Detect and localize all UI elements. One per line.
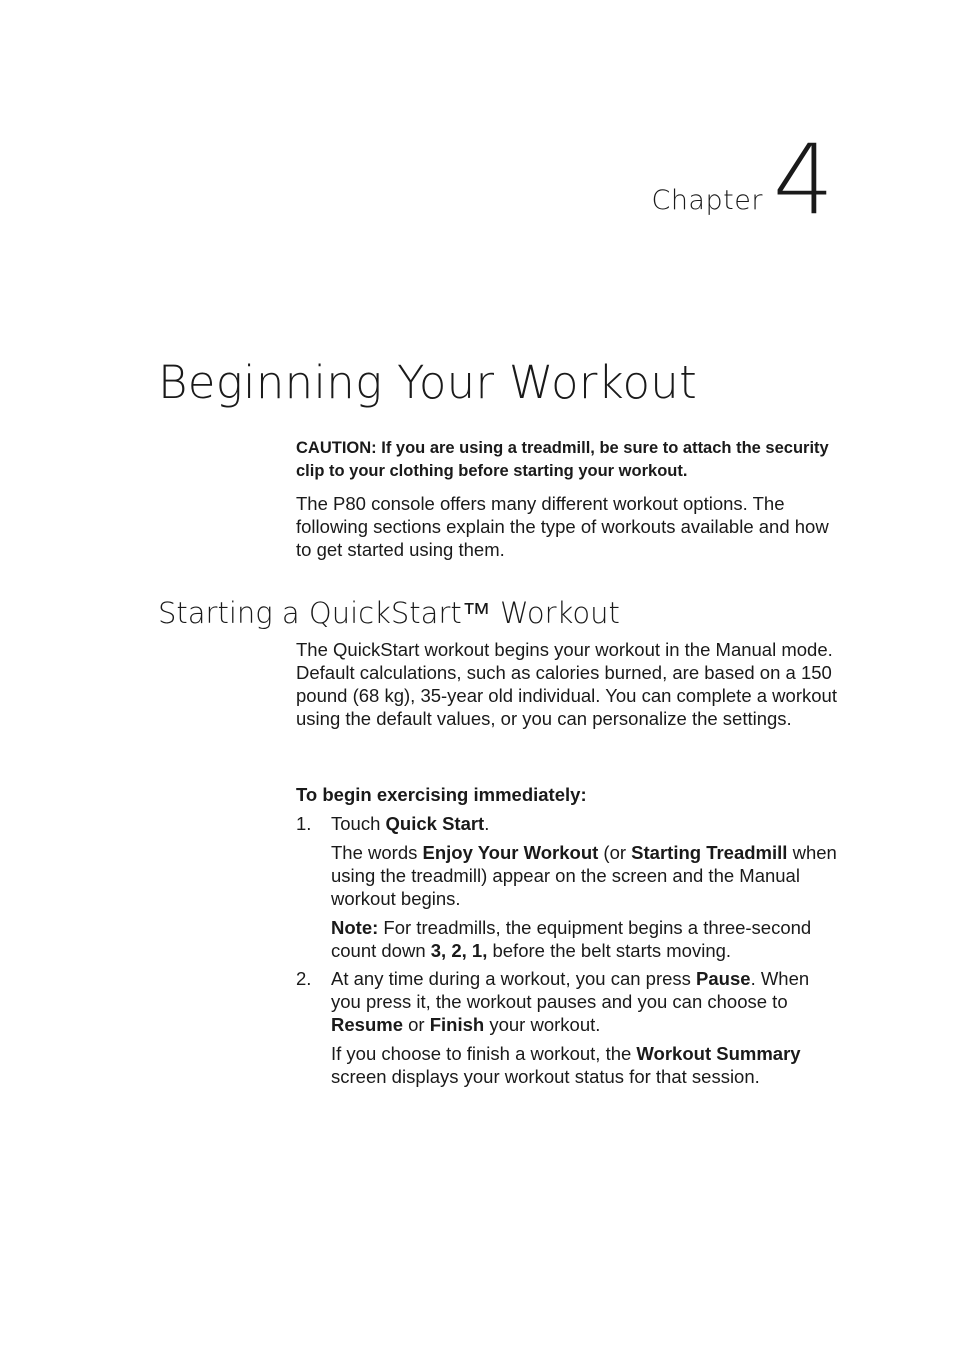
resume-term: Resume	[331, 1014, 403, 1035]
procedure-steps	[296, 812, 841, 1088]
step-1-result: The words Enjoy Your Workout (or Starting Treadmill when using the treadmill) appear on the screen and the Manual workout begins.	[331, 842, 837, 909]
step-1-instruction: Touch Quick Start.	[331, 813, 490, 834]
finish-term: Finish	[429, 1014, 485, 1035]
step-2	[296, 967, 841, 1088]
page-title: Beginning Your Workout	[158, 356, 698, 409]
quick-start-term: Quick Start	[385, 813, 485, 834]
workout-summary-term: Workout Summary	[636, 1043, 801, 1064]
step-number: 2.	[296, 968, 312, 989]
step-1	[296, 812, 841, 962]
step-2-result: If you choose to finish a workout, the Workout Summary screen displays your workout status for that session.	[331, 1043, 801, 1087]
procedure-heading: To begin exercising immediately:	[296, 784, 587, 805]
enjoy-your-workout-term: Enjoy Your Workout	[422, 842, 599, 863]
pause-term: Pause	[696, 968, 751, 989]
section-paragraph: The QuickStart workout begins your workout in the Manual mode. Default calculations, such as calories burned, are based on a 150 pound (68 kg), 35-year old individual. You can complete a workout using the default values, or you can personalize the settings.	[296, 639, 837, 729]
chapter-number: 4	[772, 124, 834, 236]
caution-note: CAUTION: If you are using a treadmill, be sure to attach the security clip to your clothing before starting your workout.	[296, 439, 829, 480]
step-1-note: Note: For treadmills, the equipment begins a three-second count down 3, 2, 1, before the belt starts moving.	[331, 917, 812, 961]
step-2-instruction: At any time during a workout, you can press Pause. When you press it, the workout pauses and you can choose to Resume or Finish your workout.	[331, 968, 810, 1035]
chapter-label: Chapter	[651, 185, 763, 216]
note-label: Note:	[331, 917, 379, 938]
starting-treadmill-term: Starting Treadmill	[631, 842, 788, 863]
section-heading: Starting a QuickStart™ Workout	[158, 596, 620, 630]
step-number: 1.	[296, 813, 312, 834]
intro-paragraph: The P80 console offers many different workout options. The following sections explain the type of workouts available and how to get started using them.	[296, 493, 829, 560]
countdown-term: 3, 2, 1,	[430, 940, 488, 961]
chapter-header	[651, 124, 834, 236]
